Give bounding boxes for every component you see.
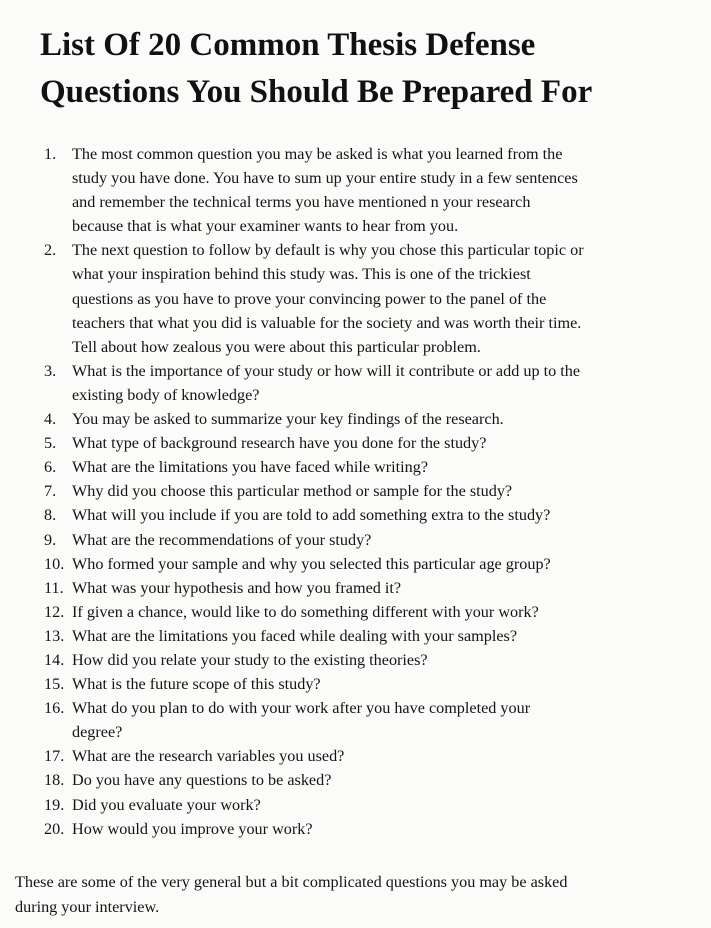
question-item [44,479,674,503]
question-text-line: questions as you have to prove your convincing power to the panel of the [72,289,547,308]
question-item [44,817,674,841]
question-text-line: because that is what your examiner wants to hear from you. [72,217,459,236]
page-title [40,22,700,116]
questions-list [44,142,674,841]
question-number: 8. [44,506,57,525]
question-number: 13. [44,626,65,645]
question-item [44,359,674,407]
question-item [44,431,674,455]
question-item [44,238,674,358]
question-number: 1. [44,145,57,163]
question-text-line: What is the future scope of this study? [72,675,321,694]
question-text-line: degree? [72,723,123,742]
question-text-line: The most common question you may be asked is what you learned from the [72,145,563,163]
question-number: 18. [44,771,65,790]
question-text-line: what your inspiration behind this study was. This is one of the trickiest [72,265,531,284]
question-number: 14. [44,650,65,669]
question-item [44,696,674,744]
question-item [44,528,674,552]
question-item [44,552,674,576]
question-text-line: What are the recommendations of your study? [72,530,372,549]
question-text-line: What are the research variables you used? [72,747,345,766]
question-text-line: How would you improve your work? [72,819,313,838]
question-number: 6. [44,458,57,477]
question-item [44,793,674,817]
question-text-line: The next question to follow by default is why you chose this particular topic or [72,241,584,260]
question-number: 3. [44,361,57,380]
question-text-line: What do you plan to do with your work after you have completed your [72,699,531,718]
question-text-line: Did you evaluate your work? [72,795,261,814]
question-item [44,576,674,600]
question-item [44,407,674,431]
question-number: 9. [44,530,57,549]
title-line-2: Questions You Should Be Prepared For [40,74,593,110]
closing-line-1: These are some of the very general but a bit complicated questions you may be asked [15,873,568,891]
closing-line-2: during your interview. [15,898,160,916]
question-item [44,600,674,624]
question-item [44,744,674,768]
question-number: 15. [44,675,65,694]
question-text-line: Do you have any questions to be asked? [72,771,332,790]
question-text-line: Tell about how zealous you were about this particular problem. [72,337,481,356]
question-number: 20. [44,819,65,838]
question-text-line: and remember the technical terms you have mentioned n your research [72,193,531,212]
question-text-line: What was your hypothesis and how you framed it? [72,578,402,597]
title-line-1: List Of 20 Common Thesis Defense [40,27,536,63]
question-number: 10. [44,554,65,573]
closing-paragraph [15,870,685,920]
question-item [44,142,674,238]
question-number: 5. [44,434,57,453]
question-text-line: What is the importance of your study or how will it contribute or add up to the [72,361,581,380]
question-item [44,624,674,648]
question-text-line: Why did you choose this particular method or sample for the study? [72,482,513,501]
question-number: 17. [44,747,65,766]
question-text-line: You may be asked to summarize your key findings of the research. [72,410,504,429]
question-text-line: teachers that what you did is valuable for the society and was worth their time. [72,313,582,332]
question-number: 12. [44,602,65,621]
question-text-line: existing body of knowledge? [72,385,260,404]
question-item [44,768,674,792]
question-number: 11. [44,578,64,597]
question-item [44,672,674,696]
question-text-line: study you have done. You have to sum up your entire study in a few sentences [72,169,578,188]
question-item [44,503,674,527]
question-number: 4. [44,410,57,429]
question-text-line: What are the limitations you have faced while writing? [72,458,428,477]
question-number: 2. [44,241,57,260]
question-text-line: What will you include if you are told to add something extra to the study? [72,506,551,525]
question-number: 16. [44,699,65,718]
question-text-line: Who formed your sample and why you selected this particular age group? [72,554,551,573]
question-item [44,455,674,479]
question-text-line: What are the limitations you faced while dealing with your samples? [72,626,518,645]
question-number: 19. [44,795,65,814]
question-number: 7. [44,482,57,501]
question-text-line: If given a chance, would like to do something different with your work? [72,602,539,621]
question-item [44,648,674,672]
question-text-line: How did you relate your study to the existing theories? [72,650,428,669]
question-text-line: What type of background research have you done for the study? [72,434,487,453]
